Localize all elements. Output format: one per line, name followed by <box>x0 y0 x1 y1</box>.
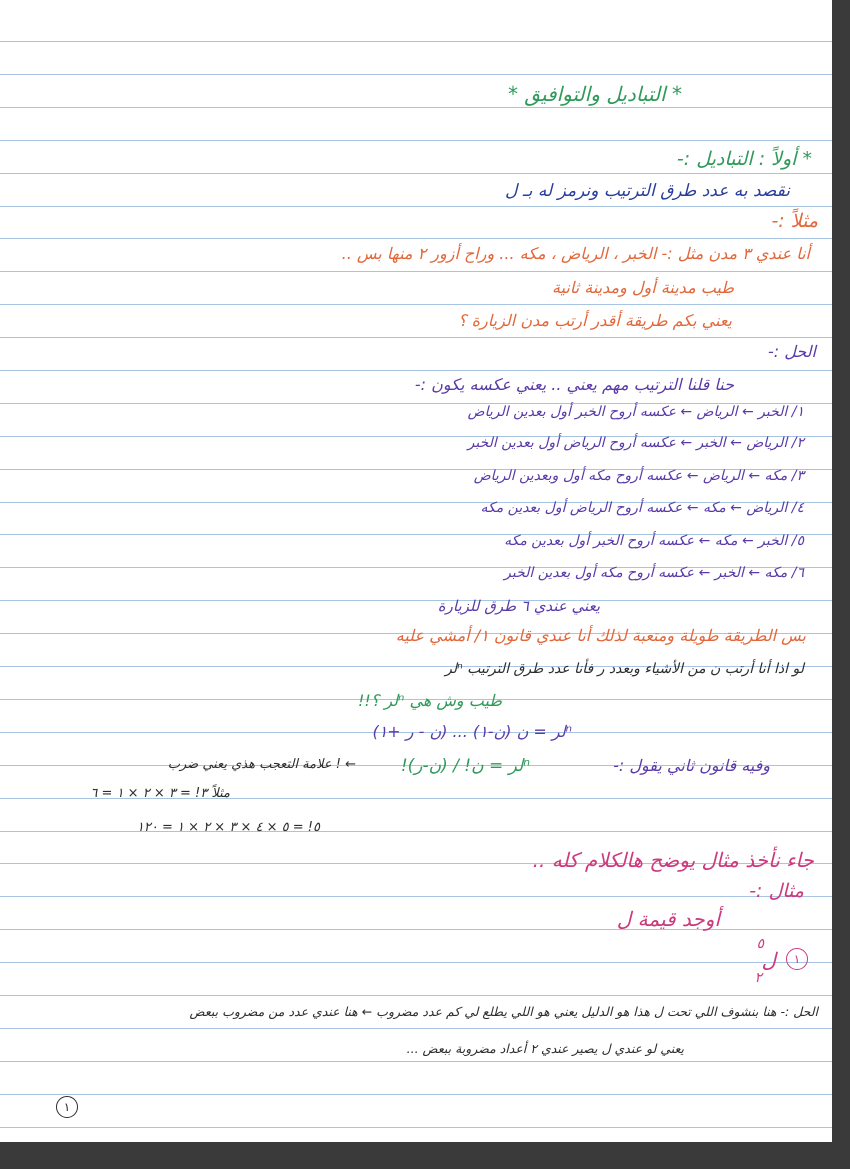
ruled-line <box>0 206 832 207</box>
ruled-line <box>0 1061 832 1062</box>
example-2-label: مثال :- <box>749 880 804 902</box>
example-line-3: یعني بكم طریقة أقدر أرتب مدن الزیارة ؟ <box>458 311 732 330</box>
ruled-line <box>0 238 832 239</box>
ruled-line <box>0 41 832 42</box>
example-2-intro: جاء نأخذ مثال یوضح هالكلام كله .. <box>532 848 814 872</box>
ruled-line <box>0 962 832 963</box>
page-number: ١ <box>56 1096 78 1118</box>
factorial-example-1: مثلاً ٣! = ٣ × ٢ × ١ = ٦ <box>90 786 230 801</box>
formula-1: ⁿلر = ن (ن-١) ... (ن - ر +١) <box>372 722 572 741</box>
ruled-line <box>0 370 832 371</box>
ruled-line <box>0 74 832 75</box>
ruled-line <box>0 600 832 601</box>
example-2-l: ل <box>761 948 776 972</box>
ordering-4: ٤/ الریاض ← مكه ← عكسه أروح الریاض أول بعدین مكه <box>480 500 804 516</box>
solution-2-continued: یعني لو عندي ل یصیر عندي ٢ أعداد مضروبة ببعض ... <box>406 1041 684 1056</box>
ruled-line <box>0 1127 832 1128</box>
page-title: * التبادیل والتوافیق * <box>507 82 682 106</box>
ordering-6: ٦/ مكه ← الخبر ← عكسه أروح مكه أول بعدین الخبر <box>504 565 804 581</box>
scan-edge-bottom <box>0 1142 850 1169</box>
circled-number: ١ <box>786 948 808 970</box>
ruled-line <box>0 304 832 305</box>
example-2-find: أوجد قیمة ل <box>616 907 720 931</box>
section-heading: * أولاً : التبادیل :- <box>676 148 812 170</box>
ruled-line <box>0 271 832 272</box>
factorial-example-2: ٥! = ٥ × ٤ × ٣ × ٢ × ١ = ١٢٠ <box>136 820 320 835</box>
ordering-1: ١/ الخبر ← الریاض ← عكسه أروح الخبر أول بعدین الریاض <box>467 404 804 420</box>
example-line-2: طیب مدینة أول ومدینة ثانیة <box>552 278 734 297</box>
ways-result: یعني عندي ٦ طرق للزیارة <box>437 597 600 615</box>
notation-line: لو اذا أنا أرتب ن من الأشیاء وبعدد ر فأنا عدد طرق الترتیب ⁿلر <box>445 661 804 677</box>
ruled-line <box>0 896 832 897</box>
what-is-question: طیب وش هي ⁿلر ؟!! <box>357 691 502 710</box>
formula-2-intro: وفیه قانون ثاني یقول :- <box>613 756 770 775</box>
scan-edge-right <box>832 0 850 1169</box>
ruled-line <box>0 107 832 108</box>
ruled-line <box>0 337 832 338</box>
definition-text: نقصد به عدد طرق الترتیب ونرمز له بـ ل <box>505 181 790 201</box>
formula-2: ⁿلر = ن! / (ن-ر)! <box>400 756 530 776</box>
ordering-5: ٥/ الخبر ← مكه ← عكسه أروح الخبر أول بعدین مكه <box>504 533 804 549</box>
ruled-line <box>0 173 832 174</box>
example-2-index-top: ٥ <box>756 936 764 952</box>
ruled-line <box>0 140 832 141</box>
solution-2: الحل :- هنا بنشوف اللي تحت ل هذا هو الدلیل یعني هو اللي یطلع لي كم عدد مضروب ← هنا عندي عدد من مضروب ببعض <box>189 1004 818 1019</box>
ruled-line <box>0 831 832 832</box>
long-method-note: بس الطریقة طویلة ومتعبة لذلك أنا عندي قانون ١/ أمشي علیه <box>395 626 806 645</box>
ordering-2: ٢/ الریاض ← الخبر ← عكسه أروح الریاض أول بعدین الخبر <box>467 435 804 451</box>
example-label: مثلاً :- <box>771 210 818 232</box>
solution-label: الحل :- <box>767 342 816 361</box>
solution-intro: حنا قلنا الترتیب مهم یعني .. یعني عكسه یكون :- <box>414 375 734 394</box>
ordering-3: ٣/ مكه ← الریاض ← عكسه أروح مكه أول وبعدین الریاض <box>473 468 804 484</box>
ruled-line <box>0 1028 832 1029</box>
ruled-line <box>0 1094 832 1095</box>
example-line-1: أنا عندي ٣ مدن مثل :- الخبر ، الریاض ، مكه ... وراح أزور ٢ منها بس .. <box>341 244 810 263</box>
factorial-note: ← ! علامة التعجب هذي یعني ضرب <box>167 757 356 772</box>
example-2-index-bottom: ٢ <box>754 970 762 986</box>
ruled-line <box>0 995 832 996</box>
